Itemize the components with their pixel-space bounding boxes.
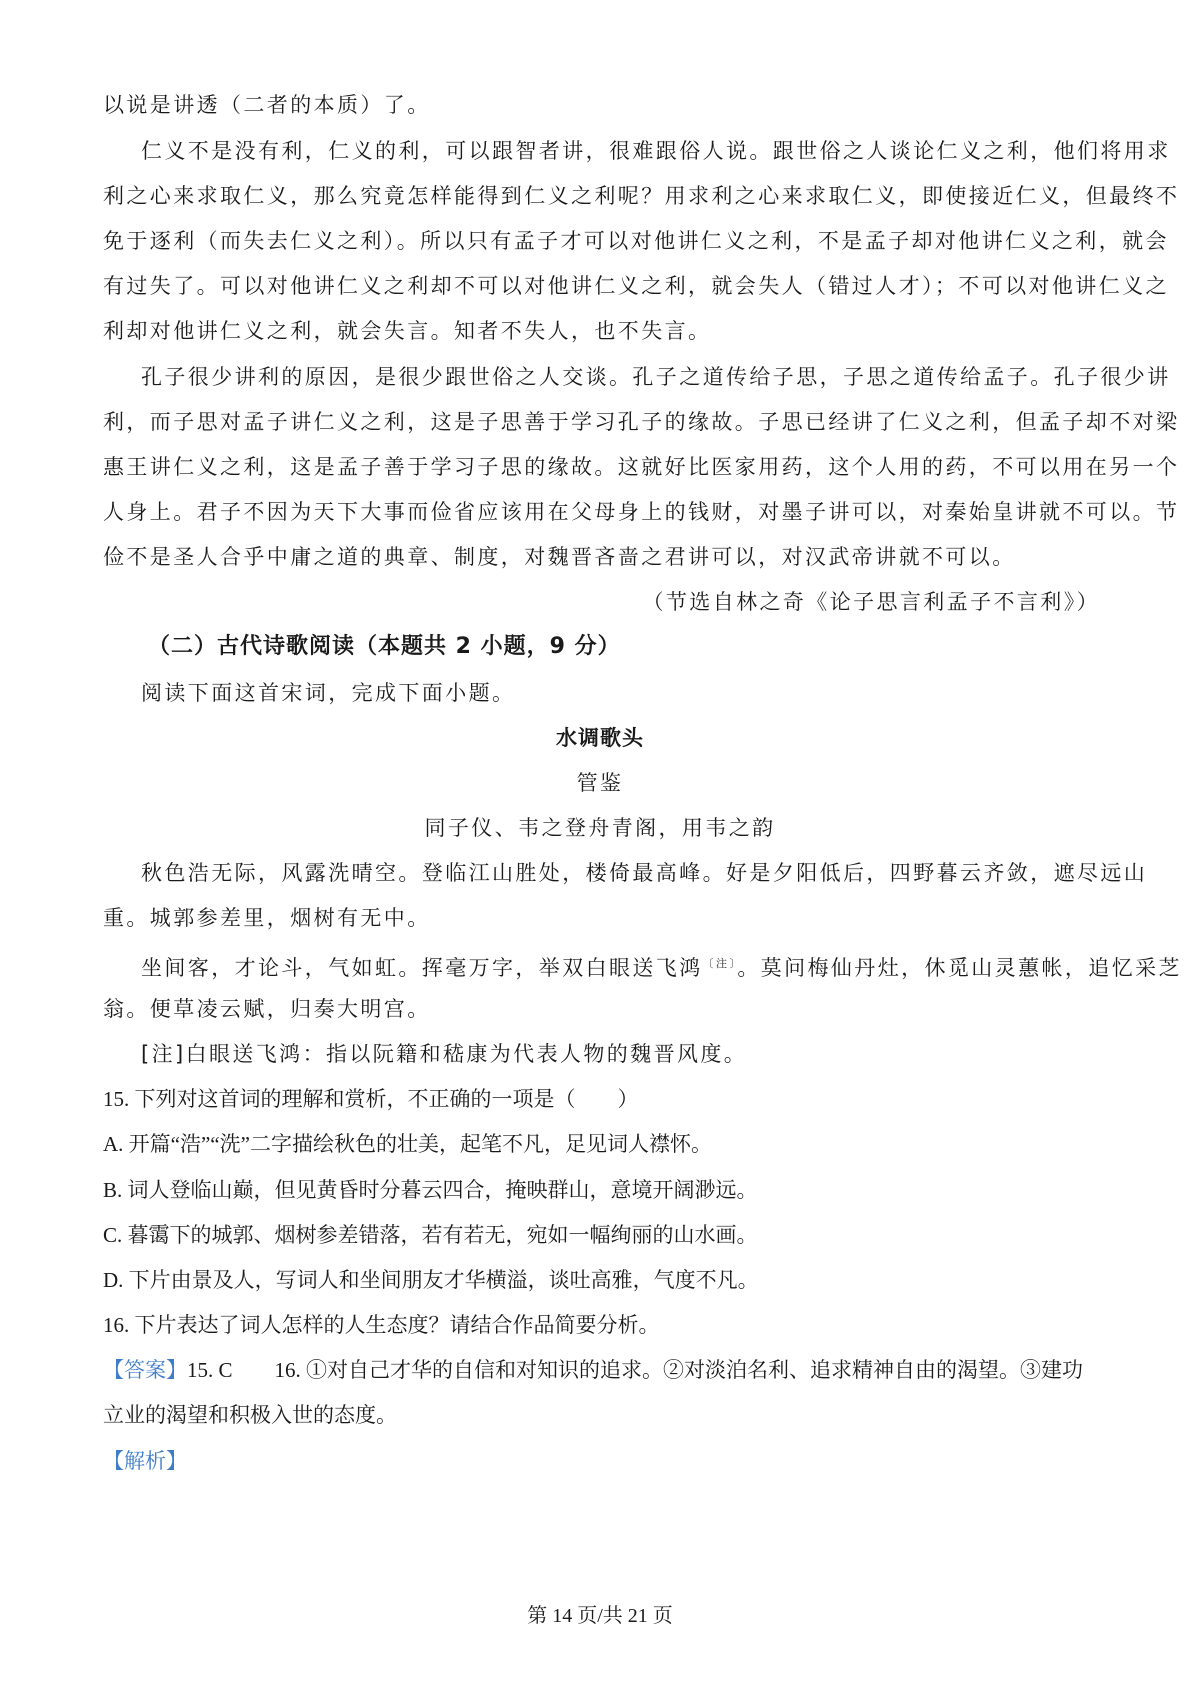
passage-intro-tail: 以说是讲透（二者的本质）了。	[103, 93, 431, 117]
answer-line-2: 立业的渴望和积极入世的态度。	[103, 1403, 397, 1427]
question-15-option-d: D. 下片由景及人，写词人和坐间朋友才华横溢，谈吐高雅，气度不凡。	[103, 1268, 759, 1292]
paragraph-line: 免于逐利（而失去仁义之利）。所以只有孟子才可以对他讲仁义之利，不是孟子却对他讲仁义之利，就会	[103, 229, 1169, 253]
note-marker: 〔注〕	[702, 957, 738, 970]
poem-line-text: 坐间客，才论斗，气如虹。挥毫万字，举双白眼送飞鸿	[141, 956, 703, 980]
poem-subtitle: 同子仪、韦之登舟青阁，用韦之韵	[424, 816, 776, 840]
paragraph-line: 惠王讲仁义之利，这是孟子善于学习子思的缘故。这就好比医家用药，这个人用的药，不可以用在另一个	[103, 455, 1180, 479]
poem-line	[141, 949, 1182, 983]
poem-title: 水调歌头	[556, 726, 644, 750]
passage-source: （节选自林之奇《论子思言利孟子不言利》）	[642, 590, 1100, 614]
question-15-option-a: A. 开篇“浩”“洗”二字描绘秋色的壮美，起笔不凡，足见词人襟怀。	[103, 1132, 712, 1156]
section-title: （二）古代诗歌阅读（本题共 2 小题，9 分）	[148, 634, 621, 659]
paragraph-line: 俭不是圣人合乎中庸之道的典章、制度，对魏晋吝啬之君讲可以，对汉武帝讲就不可以。	[103, 545, 1016, 569]
answer-label: 【答案】	[103, 1358, 187, 1382]
paragraph-line: 仁义不是没有利，仁义的利，可以跟智者讲，很难跟俗人说。跟世俗之人谈论仁义之利，他们将用求	[141, 139, 1171, 163]
poem-line: 秋色浩无际，风露洗晴空。登临江山胜处，楼倚最高峰。好是夕阳低后，四野暮云齐敛，遮尽远山	[141, 861, 1148, 885]
answer-line	[103, 1355, 1083, 1385]
analysis-label: 【解析】	[103, 1449, 187, 1473]
question-15-option-c: C. 暮霭下的城郭、烟树参差错落，若有若无，宛如一幅绚丽的山水画。	[103, 1223, 758, 1247]
paragraph-line: 利，而子思对孟子讲仁义之利，这是子思善于学习孔子的缘故。子思已经讲了仁义之利，但孟子却不对梁	[103, 410, 1180, 434]
poem-line-text: 。莫问梅仙丹灶，休觅山灵蕙帐，追忆采芝	[737, 956, 1182, 980]
page-number: 第 14 页/共 21 页	[527, 1605, 673, 1627]
section-instruction: 阅读下面这首宋词，完成下面小题。	[141, 681, 516, 705]
poem-line: 翁。便草凌云赋，归奏大明宫。	[103, 997, 431, 1021]
question-15: 15. 下列对这首词的理解和赏析，不正确的一项是（ ）	[103, 1087, 639, 1111]
question-15-option-b: B. 词人登临山巅，但见黄昏时分暮云四合，掩映群山，意境开阔渺远。	[103, 1178, 758, 1202]
paragraph-line: 利之心来求取仁义，那么究竟怎样能得到仁义之利呢？用求利之心来求取仁义，即使接近仁义，但最终不	[103, 184, 1180, 208]
question-16: 16. 下片表达了词人怎样的人生态度？请结合作品简要分析。	[103, 1313, 660, 1337]
poem-note: [注]白眼送飞鸿：指以阮籍和嵇康为代表人物的魏晋风度。	[141, 1042, 748, 1066]
poem-author: 管鉴	[576, 771, 624, 795]
answer-text: 15. C 16. ①对自己才华的自信和对知识的追求。②对淡泊名利、追求精神自由的渴望。③建功	[187, 1358, 1084, 1382]
poem-line: 重。城郭参差里，烟树有无中。	[103, 906, 431, 930]
paragraph-line: 利却对他讲仁义之利，就会失言。知者不失人，也不失言。	[103, 319, 712, 343]
paragraph-line: 有过失了。可以对他讲仁义之利却不可以对他讲仁义之利，就会失人（错过人才）；不可以对他讲仁义之	[103, 274, 1169, 298]
paragraph-line: 人身上。君子不因为天下大事而俭省应该用在父母身上的钱财，对墨子讲可以，对秦始皇讲就不可以。节	[103, 500, 1180, 524]
paragraph-line: 孔子很少讲利的原因，是很少跟世俗之人交谈。孔子之道传给子思，子思之道传给孟子。孔子很少讲	[141, 365, 1171, 389]
